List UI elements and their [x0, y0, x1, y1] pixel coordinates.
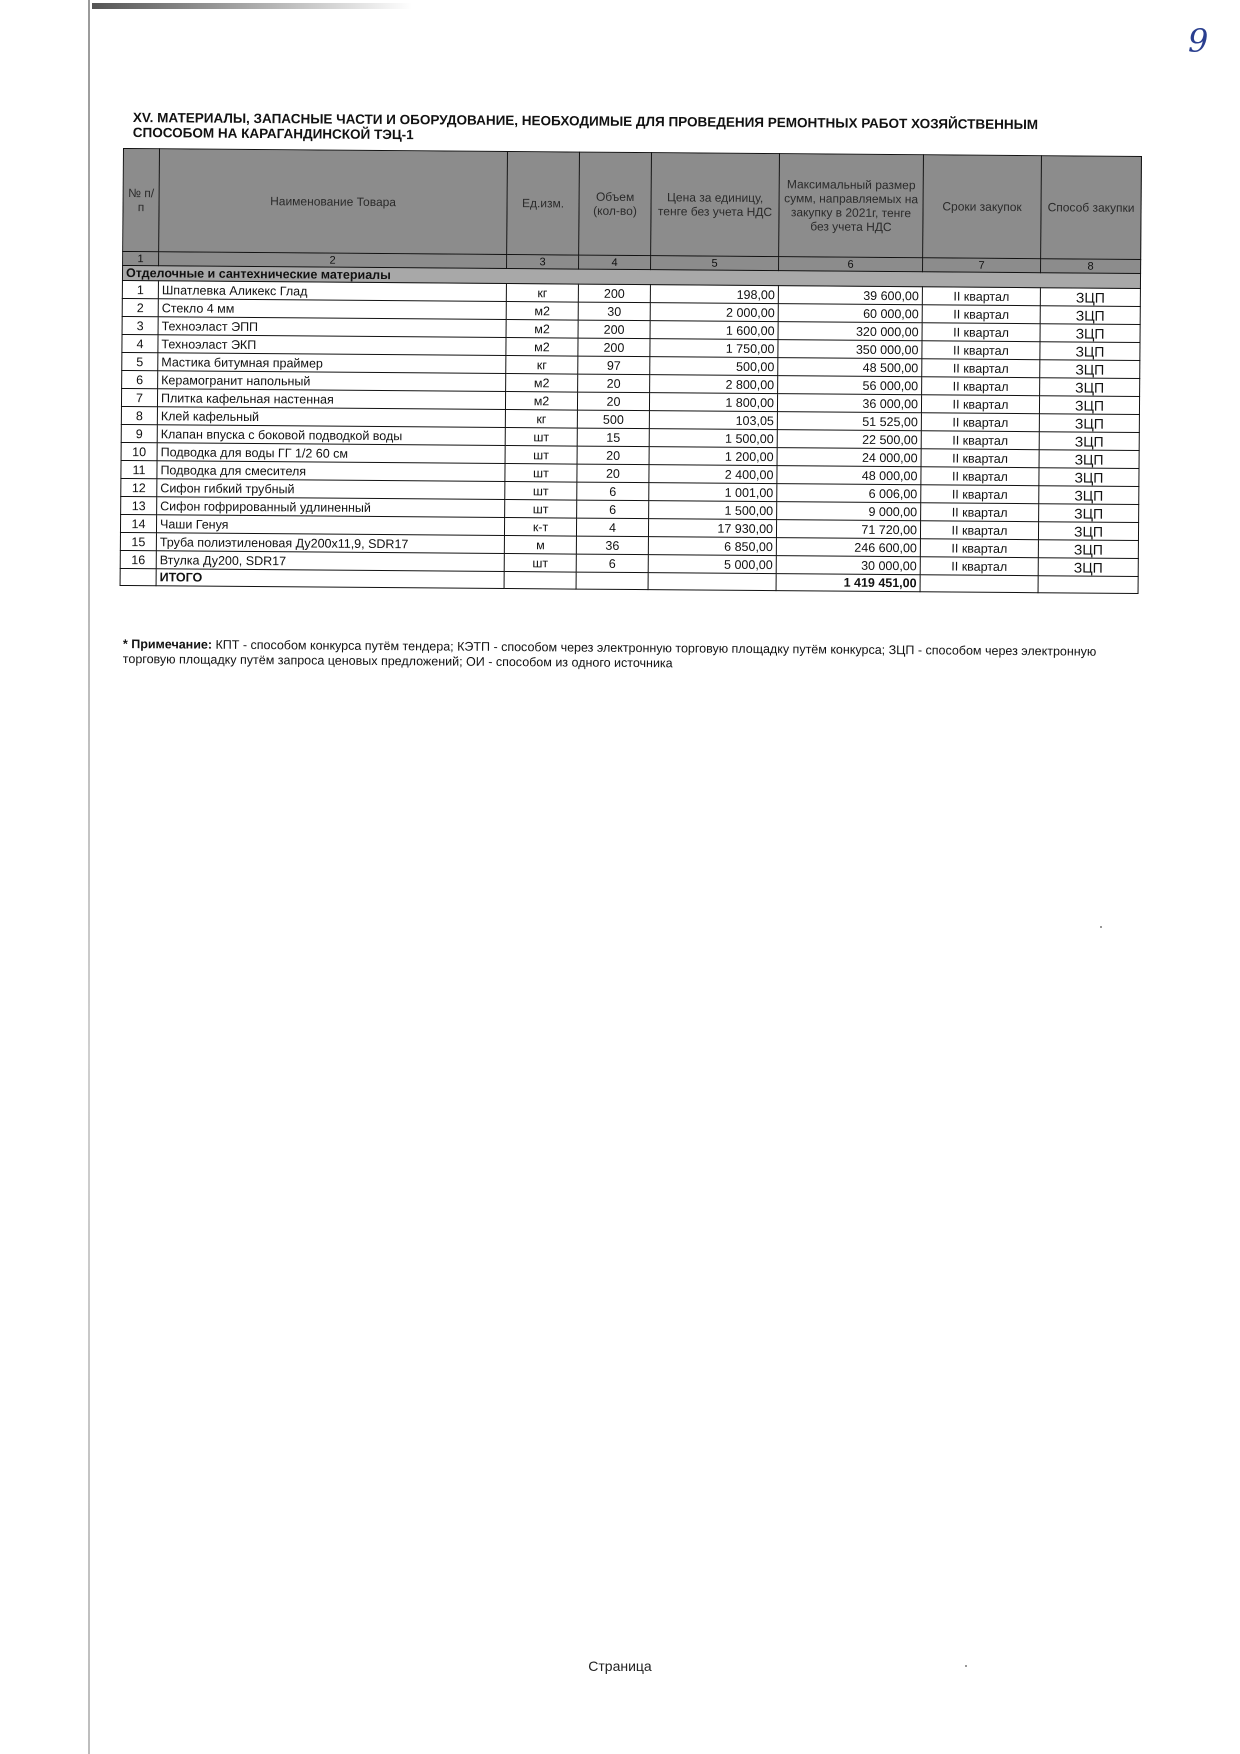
footnote-label: * Примечание: [122, 637, 213, 652]
item-number: 11 [121, 460, 157, 478]
item-unit: м2 [506, 302, 578, 321]
header-cell: Объем (кол-во) [579, 152, 652, 256]
item-max-sum: 320 000,00 [778, 322, 922, 341]
column-number: 8 [1041, 259, 1141, 274]
item-unit: м2 [506, 338, 578, 357]
total-label: ИТОГО [156, 569, 504, 589]
item-unit: кг [506, 284, 578, 303]
item-max-sum: 39 600,00 [778, 286, 922, 305]
item-procurement-method: ЗЦП [1039, 486, 1139, 505]
item-quantity: 15 [577, 428, 649, 447]
item-unit: шт [505, 446, 577, 465]
item-quantity: 20 [577, 464, 649, 483]
item-procurement-method: ЗЦП [1038, 522, 1138, 541]
procurement-table [120, 148, 1142, 594]
item-number: 4 [122, 334, 158, 352]
item-number: 2 [122, 298, 158, 316]
column-number: 5 [651, 256, 779, 271]
item-quantity: 200 [578, 338, 650, 357]
document-title: XV. МАТЕРИАЛЫ, ЗАПАСНЫЕ ЧАСТИ И ОБОРУДОВАНИЕ, НЕОБХОДИМЫЕ ДЛЯ ПРОВЕДЕНИЯ РЕМОНТНЫХ РАБОТ ХОЗЯЙСТВЕННЫМ СПОСОБОМ НА КАРАГАНДИНСКОЙ ТЭЦ-1 [132, 110, 1039, 143]
item-procurement-period: II квартал [921, 413, 1039, 432]
item-unit: шт [504, 554, 576, 573]
item-procurement-period: II квартал [922, 377, 1040, 396]
item-number: 6 [122, 370, 158, 388]
item-name: Подводка для воды ГГ 1/2 60 см [157, 443, 505, 464]
item-unit-price: 5 000,00 [648, 555, 776, 574]
item-unit-price: 1 001,00 [649, 483, 777, 502]
item-quantity: 6 [576, 554, 648, 573]
item-number: 8 [121, 406, 157, 424]
column-number: 6 [779, 257, 923, 272]
header-cell: Ед.изм. [507, 152, 580, 256]
item-name: Керамогранит напольный [158, 371, 506, 392]
total-empty-cell [920, 575, 1038, 593]
column-number: 2 [159, 252, 507, 269]
page-footer: Страница [588, 1658, 652, 1674]
column-number: 4 [579, 255, 651, 270]
item-quantity: 200 [578, 320, 650, 339]
table-header-row [123, 149, 1142, 260]
item-max-sum: 30 000,00 [776, 556, 920, 575]
item-procurement-method: ЗЦП [1038, 558, 1138, 577]
item-name: Клей кафельный [157, 407, 505, 428]
item-unit-price: 1 500,00 [649, 429, 777, 448]
item-unit-price: 6 850,00 [648, 537, 776, 556]
header-cell: № п/п [123, 149, 160, 252]
item-quantity: 36 [576, 536, 648, 555]
item-procurement-period: II квартал [921, 485, 1039, 504]
item-max-sum: 60 000,00 [778, 304, 922, 323]
item-quantity: 30 [578, 302, 650, 321]
item-procurement-method: ЗЦП [1039, 414, 1139, 433]
item-unit-price: 2 000,00 [650, 303, 778, 322]
item-procurement-period: II квартал [922, 305, 1040, 324]
item-unit-price: 1 200,00 [649, 447, 777, 466]
header-cell: Наименование Товара [159, 149, 508, 255]
item-max-sum: 24 000,00 [777, 448, 921, 467]
item-name: Мастика битумная праймер [158, 353, 506, 374]
item-max-sum: 350 000,00 [778, 340, 922, 359]
item-name: Техноэласт ЭКП [158, 335, 506, 356]
item-number: 5 [122, 352, 158, 370]
item-unit: м2 [505, 392, 577, 411]
item-number: 13 [121, 496, 157, 514]
header-cell: Цена за единицу, тенге без учета НДС [651, 153, 780, 257]
footnote-text: КПТ - способом конкурса путём тендера; КЭТП - способом через электронную торговую площадку путём конкурса; ЗЦП - способом через электронную торговую площадку путём запроса ценовых предложений; ОИ - способом из одного источника [122, 637, 1097, 671]
item-name: Клапан впуска с боковой подводкой воды [157, 425, 505, 446]
header-cell: Максимальный размер сумм, направляемых на закупку в 2021г, тенге без учета НДС [779, 154, 924, 258]
item-procurement-period: II квартал [922, 323, 1040, 342]
item-max-sum: 22 500,00 [777, 430, 921, 449]
item-procurement-period: II квартал [921, 449, 1039, 468]
item-unit-price: 17 930,00 [648, 519, 776, 538]
item-number: 14 [120, 514, 156, 532]
item-procurement-method: ЗЦП [1039, 396, 1139, 415]
item-name: Чаши Генуя [156, 515, 504, 536]
item-quantity: 500 [577, 410, 649, 429]
item-name: Шпатлевка Аликекс Глад [158, 281, 506, 302]
item-quantity: 20 [577, 446, 649, 465]
column-number: 3 [507, 255, 579, 270]
item-name: Труба полиэтиленовая Ду200х11,9, SDR17 [156, 533, 504, 554]
item-unit-price: 1 800,00 [649, 393, 777, 412]
header-cell: Сроки закупок [923, 155, 1042, 259]
column-number: 7 [923, 258, 1041, 273]
item-max-sum: 56 000,00 [778, 376, 922, 395]
item-unit-price: 1 600,00 [650, 321, 778, 340]
total-sum: 1 419 451,00 [776, 574, 920, 592]
item-unit: кг [506, 356, 578, 375]
item-procurement-method: ЗЦП [1040, 288, 1140, 307]
item-unit: к-т [504, 518, 576, 537]
item-number: 12 [121, 478, 157, 496]
handwritten-page-number: 9 [1188, 22, 1209, 60]
item-number: 3 [122, 316, 158, 334]
total-empty-cell [120, 568, 156, 585]
item-quantity: 6 [577, 482, 649, 501]
item-procurement-method: ЗЦП [1039, 468, 1139, 487]
scan-edge-top [92, 3, 412, 9]
item-max-sum: 71 720,00 [776, 520, 920, 539]
item-quantity: 20 [577, 392, 649, 411]
item-procurement-period: II квартал [921, 395, 1039, 414]
item-unit-price: 103,05 [649, 411, 777, 430]
item-unit: шт [505, 464, 577, 483]
item-unit: шт [505, 428, 577, 447]
item-procurement-period: II квартал [920, 539, 1038, 558]
item-quantity: 97 [578, 356, 650, 375]
header-cell: Способ закупки [1041, 156, 1142, 260]
item-unit: м2 [506, 320, 578, 339]
item-procurement-period: II квартал [920, 557, 1038, 576]
item-procurement-method: ЗЦП [1040, 342, 1140, 361]
item-procurement-method: ЗЦП [1040, 360, 1140, 379]
item-procurement-period: II квартал [921, 467, 1039, 486]
item-procurement-period: II квартал [921, 503, 1039, 522]
item-procurement-method: ЗЦП [1040, 378, 1140, 397]
item-max-sum: 48 000,00 [777, 466, 921, 485]
item-max-sum: 6 006,00 [777, 484, 921, 503]
item-unit: кг [505, 410, 577, 429]
item-unit: м2 [506, 374, 578, 393]
item-name: Сифон гофрированный удлиненный [157, 497, 505, 518]
item-procurement-period: II квартал [922, 341, 1040, 360]
item-number: 7 [121, 388, 157, 406]
item-unit-price: 500,00 [650, 357, 778, 376]
item-procurement-method: ЗЦП [1040, 324, 1140, 343]
section-title: Отделочные и сантехнические материалы [122, 266, 1140, 289]
total-empty-cell [1038, 576, 1138, 594]
item-max-sum: 246 600,00 [776, 538, 920, 557]
item-unit: шт [505, 482, 577, 501]
item-number: 10 [121, 442, 157, 460]
item-procurement-period: II квартал [921, 431, 1039, 450]
total-empty-cell [576, 572, 648, 590]
item-name: Подводка для смесителя [157, 461, 505, 482]
item-max-sum: 48 500,00 [778, 358, 922, 377]
item-procurement-method: ЗЦП [1040, 306, 1140, 325]
item-quantity: 200 [578, 284, 650, 303]
scan-edge-left [88, 0, 90, 1754]
item-max-sum: 36 000,00 [777, 394, 921, 413]
total-empty-cell [648, 573, 776, 591]
item-unit-price: 1 750,00 [650, 339, 778, 358]
item-procurement-period: II квартал [922, 287, 1040, 306]
item-name: Плитка кафельная настенная [157, 389, 505, 410]
item-name: Втулка Ду200, SDR17 [156, 551, 504, 572]
scan-speck [965, 1665, 967, 1667]
item-unit-price: 198,00 [650, 285, 778, 304]
item-quantity: 20 [578, 374, 650, 393]
footnote [123, 637, 1113, 675]
item-max-sum: 51 525,00 [777, 412, 921, 431]
item-procurement-method: ЗЦП [1039, 504, 1139, 523]
item-unit-price: 1 500,00 [649, 501, 777, 520]
item-unit-price: 2 800,00 [650, 375, 778, 394]
item-unit-price: 2 400,00 [649, 465, 777, 484]
item-unit: шт [505, 500, 577, 519]
item-max-sum: 9 000,00 [777, 502, 921, 521]
column-number: 1 [123, 252, 159, 266]
item-name: Стекло 4 мм [158, 299, 506, 320]
item-unit: м [504, 536, 576, 555]
scan-speck [1100, 926, 1102, 928]
item-name: Сифон гибкий трубный [157, 479, 505, 500]
item-procurement-method: ЗЦП [1039, 432, 1139, 451]
item-procurement-method: ЗЦП [1038, 540, 1138, 559]
item-number: 9 [121, 424, 157, 442]
item-number: 16 [120, 550, 156, 568]
item-number: 1 [122, 280, 158, 298]
item-procurement-method: ЗЦП [1039, 450, 1139, 469]
item-procurement-period: II квартал [922, 359, 1040, 378]
item-quantity: 6 [577, 500, 649, 519]
item-name: Техноэласт ЭПП [158, 317, 506, 338]
item-number: 15 [120, 532, 156, 550]
total-empty-cell [504, 572, 576, 590]
procurement-table-container [120, 148, 1141, 594]
item-procurement-period: II квартал [920, 521, 1038, 540]
item-quantity: 4 [576, 518, 648, 537]
